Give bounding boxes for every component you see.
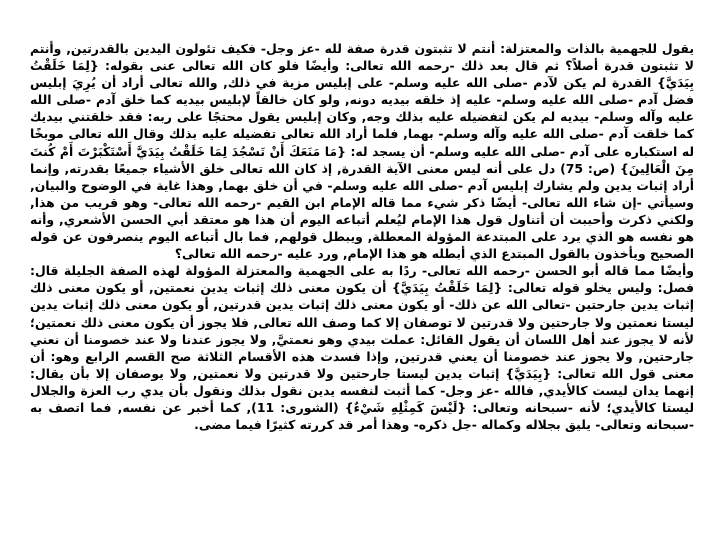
paragraph-1: يقول للجهمية بالذات والمعتزلة: أنتم لا تثبتون قدرة صفة لله -عز وجل- فكيف تئولون اليدين بالقدرتين, وأنتم لا تثبتون قدرة أصلاً؟ ثم قال بعد ذلك -رحمه الله تعالى: وأيضًا فلو كان الله تعالى عنى بقوله: {لِمَا خَلَقْتُ بِيَدَيَّ} القدرة لم يكن لآدم -صلى الله عليه وسلم- على إبليس مزية في ذلك, والله تعالى أراد أن يُرِيَ إبليس فضل آدم -صلى الله عليه وسلم- عليه إذ خلقه بيديه دونه, ولو كان خالقاً لإبليس بيديه كما خلق آدم -صلى الله عليه وآله وسلم- بيديه لم يكن لتفضيله عليه بذلك وجه, وكان إبليس يقول محتجًا على ربه: فقد خلقتني بيديك كما خلقت آدم -صلى الله عليه وآله وسلم- بهما, فلما أراد الله تعالى تفضيله عليه بذلك وقال الله تعالى موبخًا له استكباره على آدم -صلى الله عليه وسلم- أن يسجد له: {مَا مَنَعَكَ أَنْ تَسْجُدَ لِمَا خَلَقْتُ بِيَدَيَّ أَسْتَكْبَرْتَ أَمْ كُنتَ مِنَ الْعَالِينَ} (ص: 75) دل على أنه ليس معنى الآية القدرة, إذ كان الله تعالى خلق الأشياء جميعًا بقدرته, وإنما أراد إثبات يدين ولم يشارك إبليس آدم -صلى الله عليه وسلم- في أن خلق بهما, وهذا غاية في الوضوح والبيان, وسيأتي -إن شاء الله تعالى- أيضًا ذكر شيء مما قاله الإمام ابن القيم -رحمه الله تعالى- وهو قريب من هذا, ولكني ذكرت وأحببت أن أتناول قول هذا الإمام ليُعلم أتباعه اليوم أن هذا هو معتقد أبي الحسن الأشعري, وأنه هو نفسه هو الذي يرد على المبتدعة المؤولة المعطلة, ويبطل قولهم, فما بال أتباعه اليوم ينصرفون عن قوله الصحيح ويأخذون بالقول المبتدع الذي أبطله هو هذا الإمام, ورد عليه -رحمه الله تعالى؟ <box>30 41 694 262</box>
paragraph-2: وأيضًا مما قاله أبو الحسن -رحمه الله تعالى- ردًا به على الجهمية والمعتزلة المؤولة لهذه الصفة الجليلة قال: فصل: وليس يخلو قوله تعالى: {لِمَا خَلَقْتُ بِيَدَيَّ} أن يكون معنى ذلك إثبات يدين نعمتين, أو يكون معنى ذلك إثبات يدين جارحتين -تعالى الله عن ذلك- أو يكون معنى ذلك إثبات يدين قدرتين, أو يكون معنى ذلك إثبات يدين ليستا نعمتين ولا جارحتين ولا قدرتين لا توصفان إلا كما وصف الله تعالى, فلا يجوز أن يكون معنى ذلك نعمتين؛ لأنه لا يجوز عند أهل اللسان أن يقول القائل: عملت بيدي وهو نعمتيَّ, ولا يجوز عندنا ولا عند خصومنا أن نعني جارحتين, ولا يجوز عند خصومنا أن يعني قدرتين, وإذا فسدت هذه الأقسام الثلاثة صح القسم الرابع وهو: أن معنى قول الله تعالى: {بِيَدَيَّ} إثبات يدين ليستا جارحتين ولا قدرتين ولا نعمتين, ولا يوصفان إلا بأن يقال: إنهما يدان ليست كالأيدي, فالله -عز وجل- كما أثبت لنفسه يدين نقول بذلك ونقول بأن يدي رب العزة والجلال ليستا كالأيدي؛ لأنه -سبحانه وتعالى: {لَيْسَ كَمِثْلِهِ شَيْءٌ} (الشورى: 11), كما أخبر عن نفسه, فما اتصف به -سبحانه وتعالى- يليق بجلاله وكماله -جل ذكره- وهذا أمر قد كررته كثيرًا فيما مضى. <box>30 263 695 433</box>
